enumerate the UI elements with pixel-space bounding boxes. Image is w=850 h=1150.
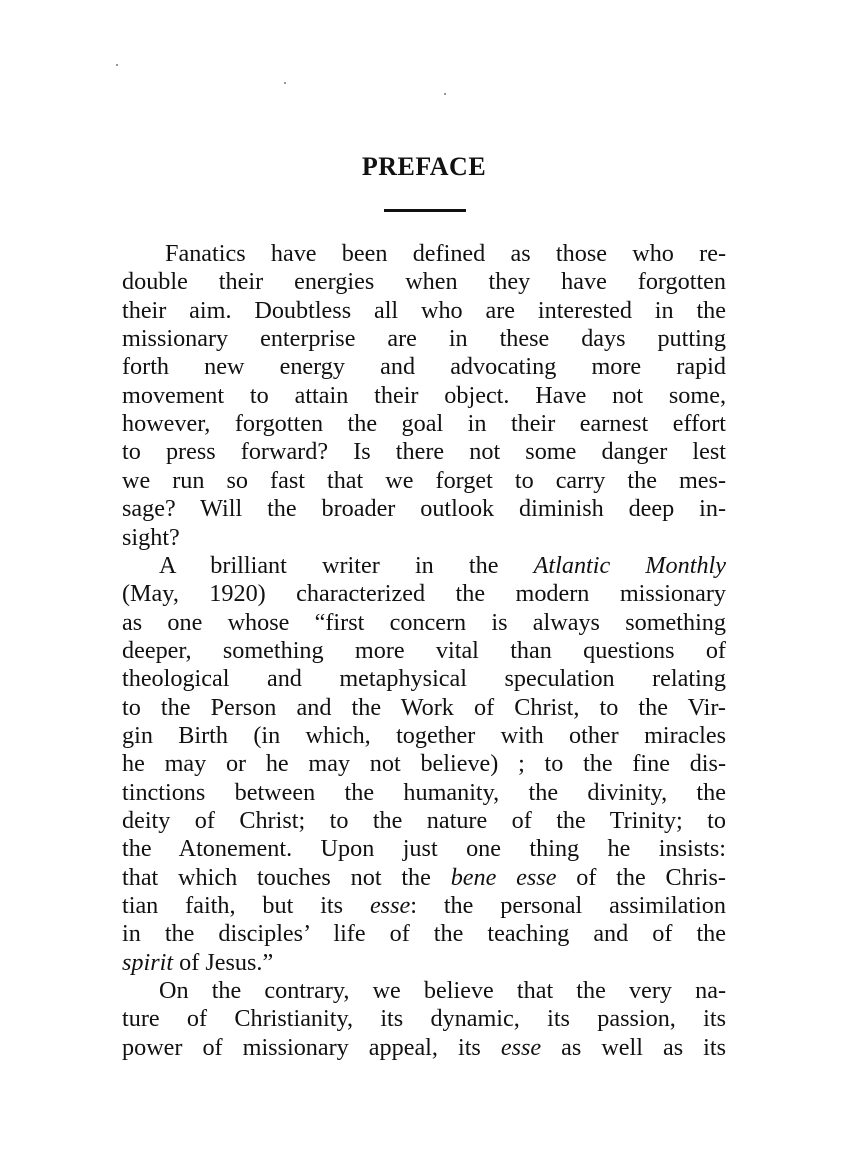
text-line: (May, 1920) characterized the modern missionary [122, 580, 726, 608]
text-line: we run so fast that we forget to carry the mes- [122, 466, 726, 494]
text-line: sage? Will the broader outlook diminish deep in- [122, 495, 726, 523]
text-line: On the contrary, we believe that the very na- [159, 977, 726, 1005]
text-line [122, 949, 726, 977]
text-line: their aim. Doubtless all who are interested in the [122, 296, 726, 324]
text-run: tian faith, but its [122, 892, 370, 920]
italic-run: spirit [122, 948, 174, 976]
text-run: A brilliant writer in the [159, 551, 534, 579]
text-line [122, 552, 726, 580]
text-line: sight? [122, 523, 180, 551]
text-line: power of missionary appeal, its esse as well as its [122, 1033, 726, 1061]
text-run: that which touches not the [122, 863, 451, 891]
scan-speck [116, 64, 118, 66]
text-line: as one whose “first concern is always something [122, 608, 726, 636]
text-line: in the disciples’ life of the teaching and of the [122, 920, 726, 948]
text-line: forth new energy and advocating more rapid [122, 353, 726, 381]
text-line: tinctions between the humanity, the divinity, the [122, 778, 726, 806]
page-heading: PREFACE [361, 152, 487, 181]
text-line: ture of Christianity, its dynamic, its passion, its [122, 1005, 726, 1033]
text-line: he may or he may not believe) ; to the fine dis- [122, 750, 726, 778]
italic-run: bene esse [450, 863, 557, 891]
text-line: the Atonement. Upon just one thing he insists: [122, 835, 726, 863]
text-line [122, 864, 726, 892]
text-line: however, forgotten the goal in their earnest effort [122, 410, 726, 438]
text-line: gin Birth (in which, together with other miracles [122, 721, 726, 749]
italic-run: esse [500, 1033, 542, 1061]
text-run: of the Chris- [556, 863, 726, 891]
text-line: to press forward? Is there not some danger lest [122, 438, 726, 466]
text-line: deity of Christ; to the nature of the Trinity; to [122, 807, 726, 834]
text-line: missionary enterprise are in these days putting [122, 325, 726, 353]
text-line: Fanatics have been defined as those who re- [165, 240, 726, 267]
scan-speck [284, 82, 286, 84]
text-line: movement to attain their object. Have not some, [122, 381, 726, 409]
text-line: deeper, something more vital than questions of [122, 636, 726, 664]
text-run: : the personal assimilation [410, 892, 726, 920]
italic-run: esse [369, 892, 411, 920]
text-line: to the Person and the Work of Christ, to the Vir- [122, 693, 726, 721]
text-line: double their energies when they have forgotten [122, 268, 726, 296]
text-run: of Jesus.” [173, 948, 274, 976]
text-line: theological and metaphysical speculation relating [122, 665, 726, 693]
heading-rule [384, 209, 466, 212]
scan-speck [444, 93, 446, 95]
italic-run: Atlantic Monthly [533, 551, 727, 579]
text-line [122, 892, 726, 920]
book-page [122, 0, 726, 1150]
